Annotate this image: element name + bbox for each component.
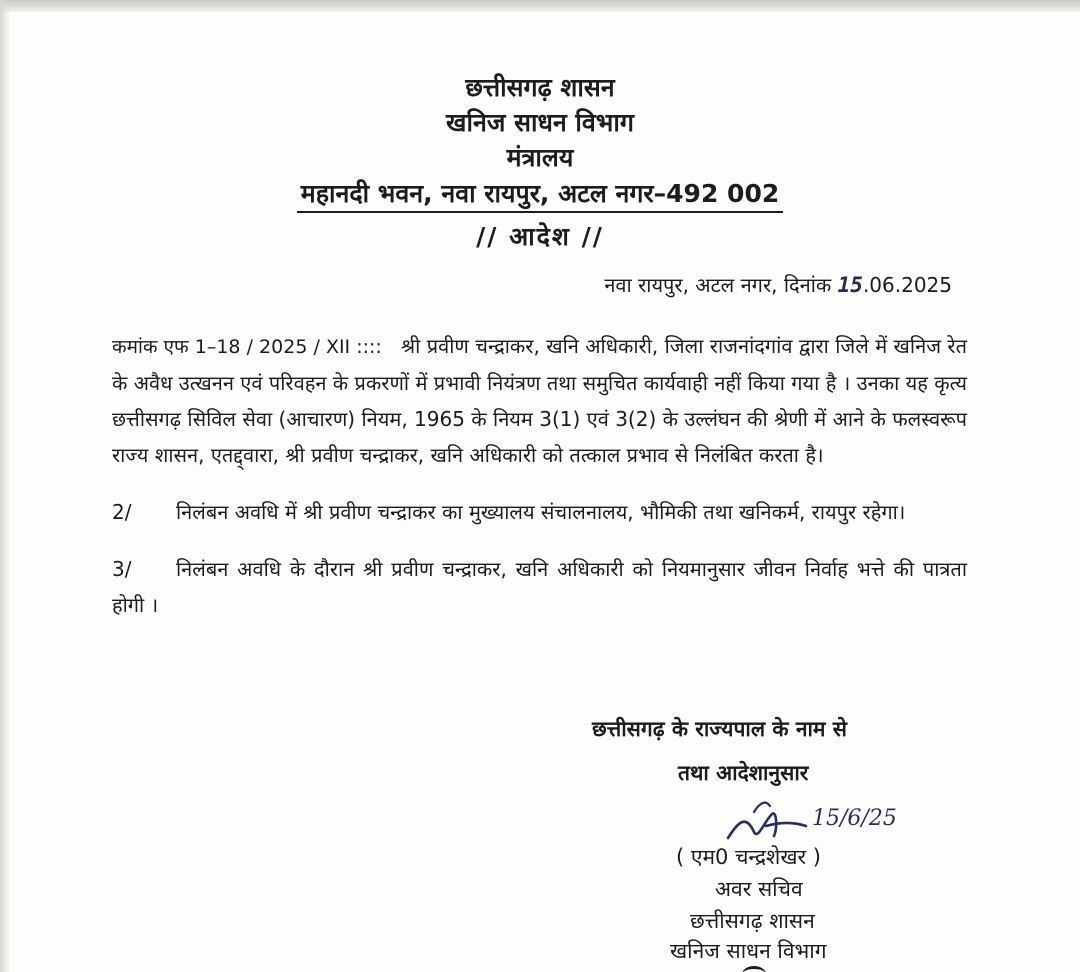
paragraph-2 bbox=[112, 494, 967, 530]
letterhead-address: महानदी भवन, नवा रायपुर, अटल नगर–492 002 bbox=[297, 177, 783, 213]
dateline-handwritten-day: 15 bbox=[837, 273, 863, 297]
paragraph-2-text: निलंबन अवधि में श्री प्रवीण चन्द्राकर का मुख्यालय संचालनालय, भौमिकी तथा खनिकर्म, रायपुर रहेगा। bbox=[176, 500, 906, 524]
signatory-name: ( एम0 चन्द्रशेखर ) bbox=[676, 845, 821, 869]
paragraph-3 bbox=[112, 551, 967, 623]
dateline bbox=[604, 270, 952, 300]
scan-top-edge bbox=[0, 0, 1080, 12]
dateline-place: नवा रायपुर, अटल नगर, दिनांक bbox=[604, 273, 832, 297]
signatory-department: खनिज साधन विभाग bbox=[670, 939, 827, 963]
paragraph-3-text: निलंबन अवधि के दौरान श्री प्रवीण चन्द्राकर, खनि अधिकारी को नियमानुसार जीवन निर्वाह भत्ते की पात्रता होगी । bbox=[112, 557, 967, 617]
signature-authority-line: छत्तीसगढ़ के राज्यपाल के नाम से bbox=[592, 717, 847, 741]
dateline-month-year: .06.2025 bbox=[862, 273, 952, 297]
signatory-designation: अवर सचिव bbox=[715, 877, 803, 901]
order-body bbox=[112, 328, 967, 623]
paragraph-1-text: श्री प्रवीण चन्द्राकर, खनि अधिकारी, जिला राजनांदगांव द्वारा जिले में खनिज रेत के अवैध उत्खनन एवं परिवहन के प्रकरणों में प्रभावी नियंत्रण तथा समुचित कार्यवाही नहीं किया गया है । उनका यह कृत्य छत्तीसगढ़ सिविल सेवा (आचारण) नियम, 1965 के नियम 3(1) एवं 3(2) के उल्लंघन की श्रेणी में आने के फलस्वरूप राज्य शासन, एतद्द्वारा, श्री प्रवीण चन्द्राकर, खनि अधिकारी को तत्काल प्रभाव से निलंबित करता है। bbox=[112, 334, 967, 467]
letterhead-department: खनिज साधन विभाग bbox=[446, 108, 634, 137]
order-reference-number: कमांक एफ 1–18 / 2025 / XII :::: bbox=[112, 336, 382, 358]
paragraph-2-number: 2/ bbox=[112, 500, 132, 524]
letterhead-ministry: मंत्रालय bbox=[506, 143, 574, 172]
handwritten-signature-date: 15/6/25 bbox=[812, 806, 897, 831]
paragraph-1 bbox=[112, 328, 967, 473]
order-title: // आदेश // bbox=[476, 222, 604, 251]
signature-block bbox=[0, 708, 1080, 972]
letterhead bbox=[0, 70, 1080, 213]
signatory-government: छत्तीसगढ़ शासन bbox=[690, 909, 815, 933]
signature-order-line: तथा आदेशानुसार bbox=[678, 761, 809, 785]
letterhead-government: छत्तीसगढ़ शासन bbox=[465, 73, 615, 102]
paragraph-3-number: 3/ bbox=[112, 557, 132, 581]
cut-off-text-fragment bbox=[700, 966, 860, 972]
